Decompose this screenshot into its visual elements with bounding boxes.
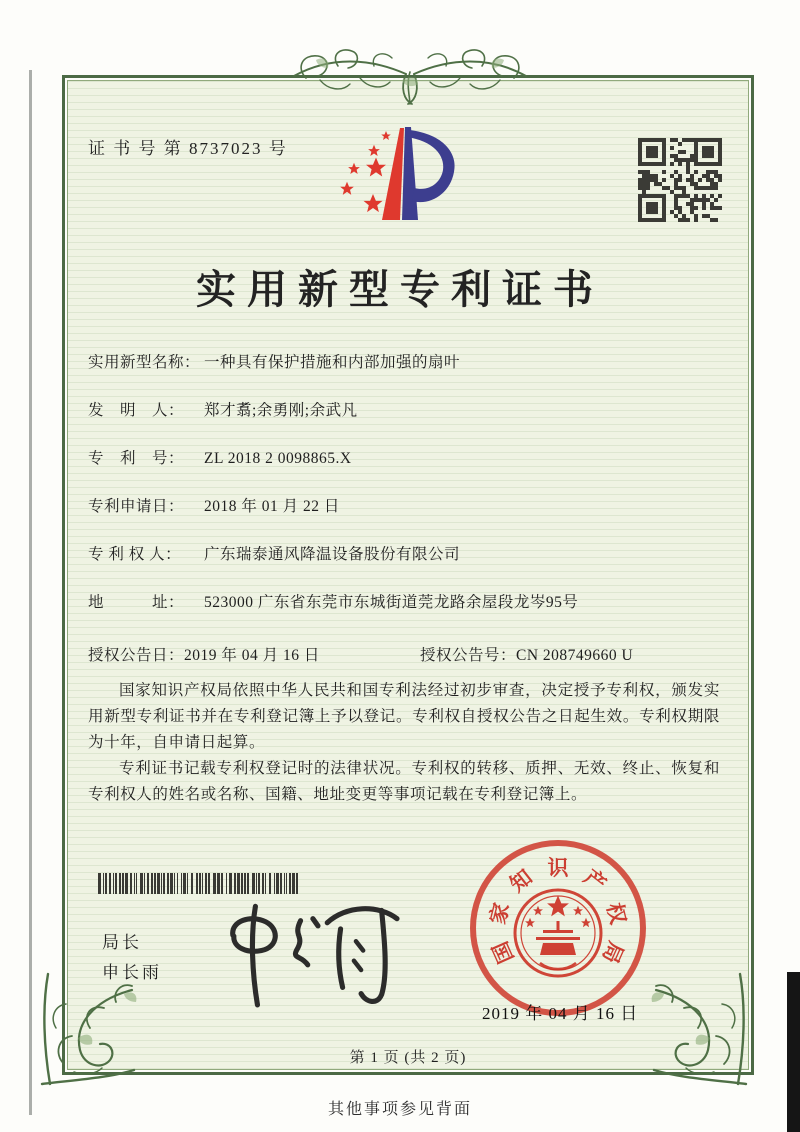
field-utility-model-name [88, 350, 728, 373]
field-value: 2018 年 01 月 22 日 [204, 498, 340, 515]
grant-number-value: CN 208749660 U [516, 647, 634, 664]
grant-date-value: 2019 年 04 月 16 日 [184, 647, 320, 664]
field-value: 一种具有保护措施和内部加强的扇叶 [204, 354, 461, 371]
page-number: 第 1 页 (共 2 页) [349, 1050, 467, 1066]
field-patentee [88, 542, 728, 565]
field-label: 发 明 人： [88, 402, 185, 419]
barcode-icon [98, 873, 300, 894]
seal-char: 识 [547, 857, 569, 880]
signature-icon [218, 892, 418, 1010]
grant-number [420, 643, 633, 665]
signer-name: 申长雨 [102, 963, 162, 982]
seal-char: 家 [486, 900, 514, 927]
field-label: 地 址： [88, 594, 185, 611]
national-emblem-icon [512, 881, 604, 985]
field-list [88, 350, 728, 638]
seal-date: 2019 年 04 月 16 日 [482, 1004, 639, 1023]
signer-block [102, 928, 162, 988]
seal-char: 局 [597, 937, 628, 967]
seal-char: 权 [602, 900, 630, 927]
signer-title: 局长 [102, 933, 142, 952]
grant-date-label: 授权公告日： [88, 647, 185, 664]
certificate-number: 证 书 号 第 8737023 号 [88, 139, 288, 158]
back-side-note: 其他事项参见背面 [327, 1101, 472, 1118]
field-filing-date [88, 494, 728, 517]
seal-char: 知 [506, 865, 537, 897]
field-value: 广东瑞泰通风降温设备股份有限公司 [204, 546, 461, 563]
grant-number-label: 授权公告号： [420, 647, 517, 664]
field-value: 郑才翥;余勇刚;余武凡 [204, 402, 358, 419]
field-label: 专利申请日： [88, 498, 185, 515]
official-seal [470, 840, 646, 1016]
legal-paragraph-1: 国家知识产权局依照中华人民共和国专利法经过初步审查，决定授予专利权，颁发实用新型专利证书并在专利登记簿上予以登记。专利权自授权公告之日起生效。专利权期限为十年，自申请日起算。 [88, 682, 720, 751]
field-label: 专 利 号： [88, 450, 185, 467]
legal-paragraph-2: 专利证书记载专利权登记时的法律状况。专利权的转移、质押、无效、终止、恢复和专利权人的姓名或名称、国籍、地址变更等事项记载在专利登记簿上。 [88, 760, 720, 803]
seal-char: 产 [579, 865, 610, 897]
field-label: 专 利 权 人： [88, 546, 182, 563]
legal-text [88, 678, 720, 808]
field-patent-number [88, 446, 728, 469]
field-address [88, 590, 728, 613]
field-grant-announcement [88, 643, 728, 665]
seal-char: 国 [488, 937, 519, 967]
certificate-title: 实用新型专利证书 [196, 267, 604, 312]
field-value: ZL 2018 2 0098865.X [204, 450, 352, 467]
cnipa-logo-icon [336, 124, 462, 224]
qr-code-icon [638, 138, 722, 222]
field-label: 实用新型名称： [88, 354, 201, 371]
scan-edge-shadow-left [29, 70, 32, 1115]
field-inventors [88, 398, 728, 421]
field-value: 523000 广东省东莞市东城街道莞龙路余屋段龙岑95号 [204, 594, 579, 611]
